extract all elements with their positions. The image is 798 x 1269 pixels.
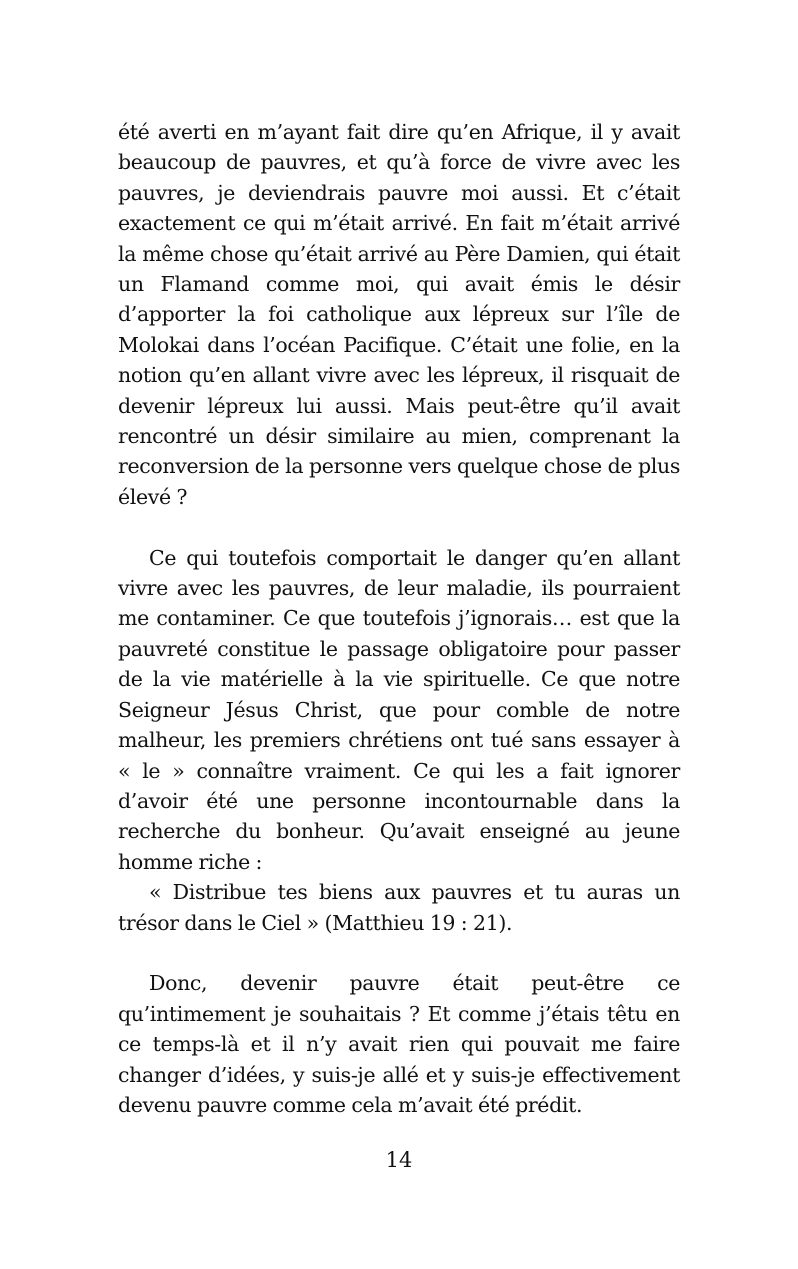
page-number: 14 — [385, 1148, 413, 1172]
bible-quote: « Distribue tes biens aux pauvres et tu auras un trésor dans le Ciel » (Matthieu 19 : 21). — [118, 880, 680, 935]
paragraph-1: été averti en m’ayant fait dire qu’en Afrique, il y avait beaucoup de pauvres, et qu’à force de vivre avec les pauvres, je deviendrais pauvre moi aussi. Et c’était exactement ce qui m’était arrivé. En fait m’était arrivé la même chose qu’était arrivé au Père Damien, qui était un Flamand comme moi, qui avait émis le désir d’apporter la foi catholique aux lépreux sur l’île de Molokai dans l’océan Pacifique. C’était une folie, en la notion qu’en allant vivre avec les lépreux, il risquait de devenir lépreux lui aussi. Mais peut-être qu’il avait rencontré un désir similaire au mien, comprenant la reconversion de la personne vers quelque chose de plus élevé ? — [118, 120, 680, 509]
page-body — [118, 117, 680, 1120]
paragraph-2: Ce qui toutefois comportait le danger qu’en allant vivre avec les pauvres, de leur maladie, ils pourraient me contaminer. Ce que toutefois j’ignorais… est que la pauvreté constitue le passage obligatoire pour passer de la vie matérielle à la vie spirituelle. Ce que notre Seigneur Jésus Christ, que pour comble de notre malheur, les premiers chrétiens ont tué sans essayer à « le » connaître vraiment. Ce qui les a fait ignorer d’avoir été une personne incontournable dans la recherche du bonheur. Qu’avait enseigné au jeune homme riche : — [118, 545, 680, 874]
paragraph-4: Donc, devenir pauvre était peut-être ce qu’intimement je souhaitais ? Et comme j’étais têtu en ce temps-là et il n’y avait rien qui pouvait me faire changer d’idées, y suis-je allé et y suis-je effectivement devenu pauvre comme cela m’avait été prédit. — [118, 971, 680, 1117]
